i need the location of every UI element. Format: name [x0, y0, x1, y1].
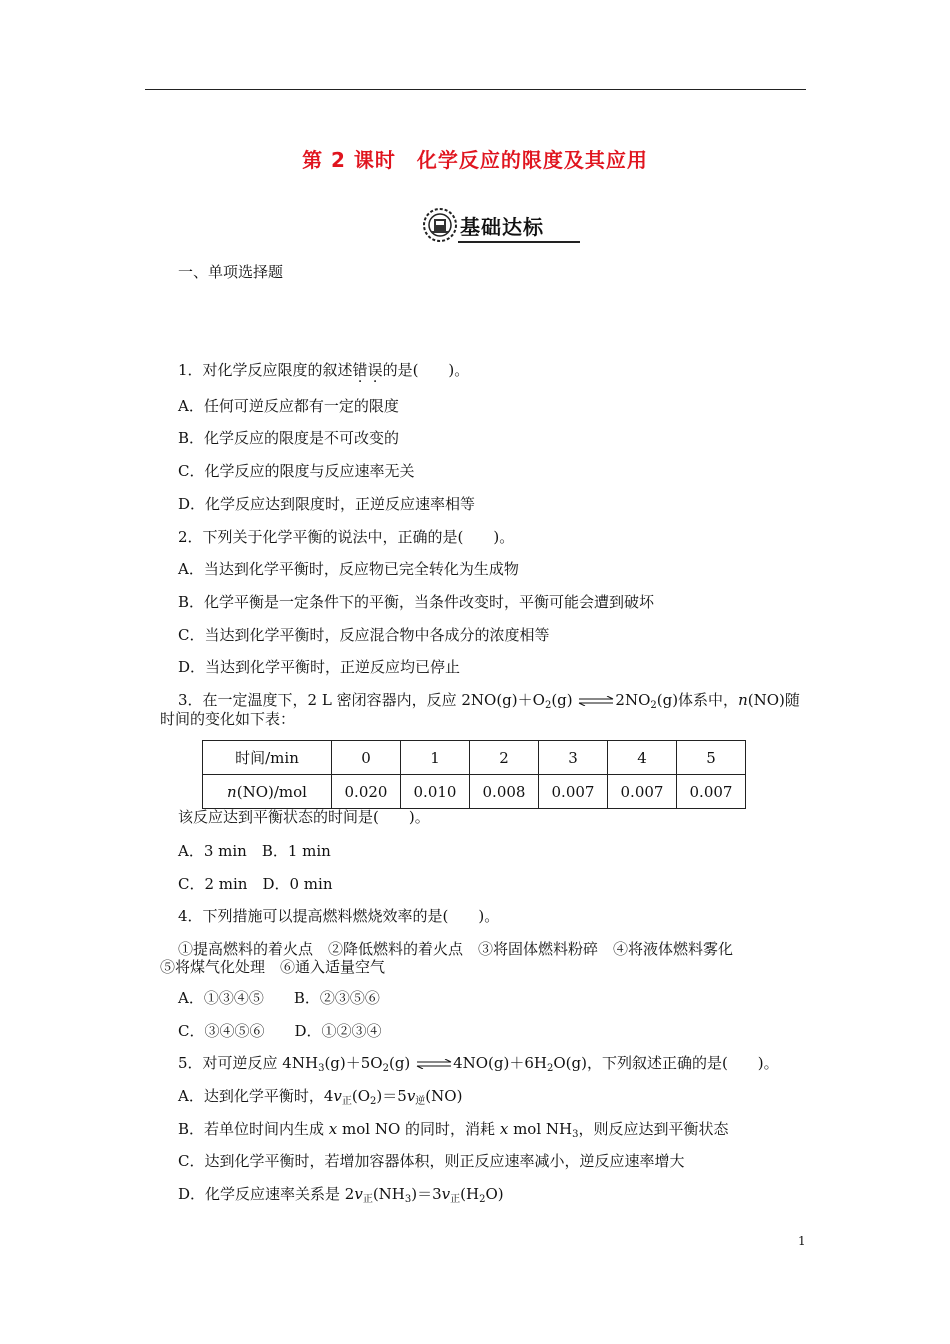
badge-label: 基础达标: [460, 215, 544, 239]
q1-option-c: C．化学反应的限度与反应速率无关: [178, 462, 415, 480]
q5-option-a: A．达到化学平衡时，$4v_正(O_2)=5v_逆(NO)$: [178, 1087, 463, 1107]
badge-underline: [458, 241, 580, 243]
no-amount-table: [202, 740, 746, 809]
q4-stem: 4．下列措施可以提高燃料燃烧效率的是( )。: [178, 907, 500, 925]
q5-option-d: D．化学反应速率关系是 $2v_正(NH_3)=3v_正(H_2O)$: [178, 1185, 504, 1205]
table-cell: 0.007: [539, 775, 608, 809]
q1-stem: 1．对化学反应限度的叙述错误的是( )。: [178, 361, 470, 379]
table-cell: 2: [470, 741, 539, 775]
table-row: [203, 775, 746, 809]
q3-options-cd: C．2 min D．0 min: [178, 875, 333, 893]
q3-options-ab: A．3 min B．1 min: [178, 842, 331, 860]
q4-options-ab: A．①③④⑤ B．②③⑤⑥: [178, 989, 380, 1007]
header-rule: [145, 89, 806, 90]
q3-stem: 3．在一定温度下，2 L 密闭容器内，反应 $2NO(g)+O_2(g)$ $2NO_2(g)$体系中，n(NO)随: [178, 691, 800, 711]
table-cell: 0.007: [608, 775, 677, 809]
q5-option-b: B．若单位时间内生成 x mol NO 的同时，消耗 x mol $NH_3$，则反应达到平衡状态: [178, 1120, 729, 1140]
table-cell: 0.008: [470, 775, 539, 809]
equilibrium-arrow-icon: [415, 1059, 453, 1069]
q2-option-a: A．当达到化学平衡时，反应物已完全转化为生成物: [178, 560, 519, 578]
page-number: 1: [798, 1234, 806, 1248]
q1-option-b: B．化学反应的限度是不可改变的: [178, 429, 400, 447]
table-row: [203, 741, 746, 775]
book-emblem-icon: [422, 207, 458, 243]
q2-option-c: C．当达到化学平衡时，反应混合物中各成分的浓度相等: [178, 626, 550, 644]
table-cell: 5: [677, 741, 746, 775]
q2-option-b: B．化学平衡是一定条件下的平衡，当条件改变时，平衡可能会遭到破坏: [178, 593, 655, 611]
q5-stem: 5．对可逆反应 $4NH_3(g)+5O_2(g)$ $4NO(g)+6H_2O(g)$，下列叙述正确的是( )。: [178, 1054, 779, 1074]
q4-items-line1: ①提高燃料的着火点 ②降低燃料的着火点 ③将固体燃料粉碎 ④将液体燃料雾化: [178, 940, 734, 958]
equilibrium-arrow-icon: [577, 696, 615, 706]
table-cell: 时间/min: [203, 741, 332, 775]
table-cell: 4: [608, 741, 677, 775]
table-cell: 0: [332, 741, 401, 775]
q3-stem-line2: 时间的变化如下表：: [160, 710, 296, 728]
table-cell: 3: [539, 741, 608, 775]
q2-option-d: D．当达到化学平衡时，正逆反应均已停止: [178, 658, 461, 676]
page-title: 第 2 课时 化学反应的限度及其应用: [302, 148, 648, 172]
table-cell: 0.010: [401, 775, 470, 809]
q5-option-c: C．达到化学平衡时，若增加容器体积，则正反应速率减小，逆反应速率增大: [178, 1152, 685, 1170]
q4-options-cd: C．③④⑤⑥ D．①②③④: [178, 1022, 382, 1040]
table-cell: 0.020: [332, 775, 401, 809]
q2-stem: 2．下列关于化学平衡的说法中，正确的是( )。: [178, 528, 515, 546]
table-cell: 0.007: [677, 775, 746, 809]
q4-items-line2: ⑤将煤气化处理 ⑥通入适量空气: [160, 958, 386, 976]
q1-option-d: D．化学反应达到限度时，正逆反应速率相等: [178, 495, 476, 513]
table-cell: n(NO)/mol: [203, 775, 332, 809]
section-heading: 一、单项选择题: [178, 263, 284, 281]
q1-option-a: A．任何可逆反应都有一定的限度: [178, 397, 399, 415]
table-cell: 1: [401, 741, 470, 775]
q3-after-table: 该反应达到平衡状态的时间是( )。: [178, 808, 430, 826]
